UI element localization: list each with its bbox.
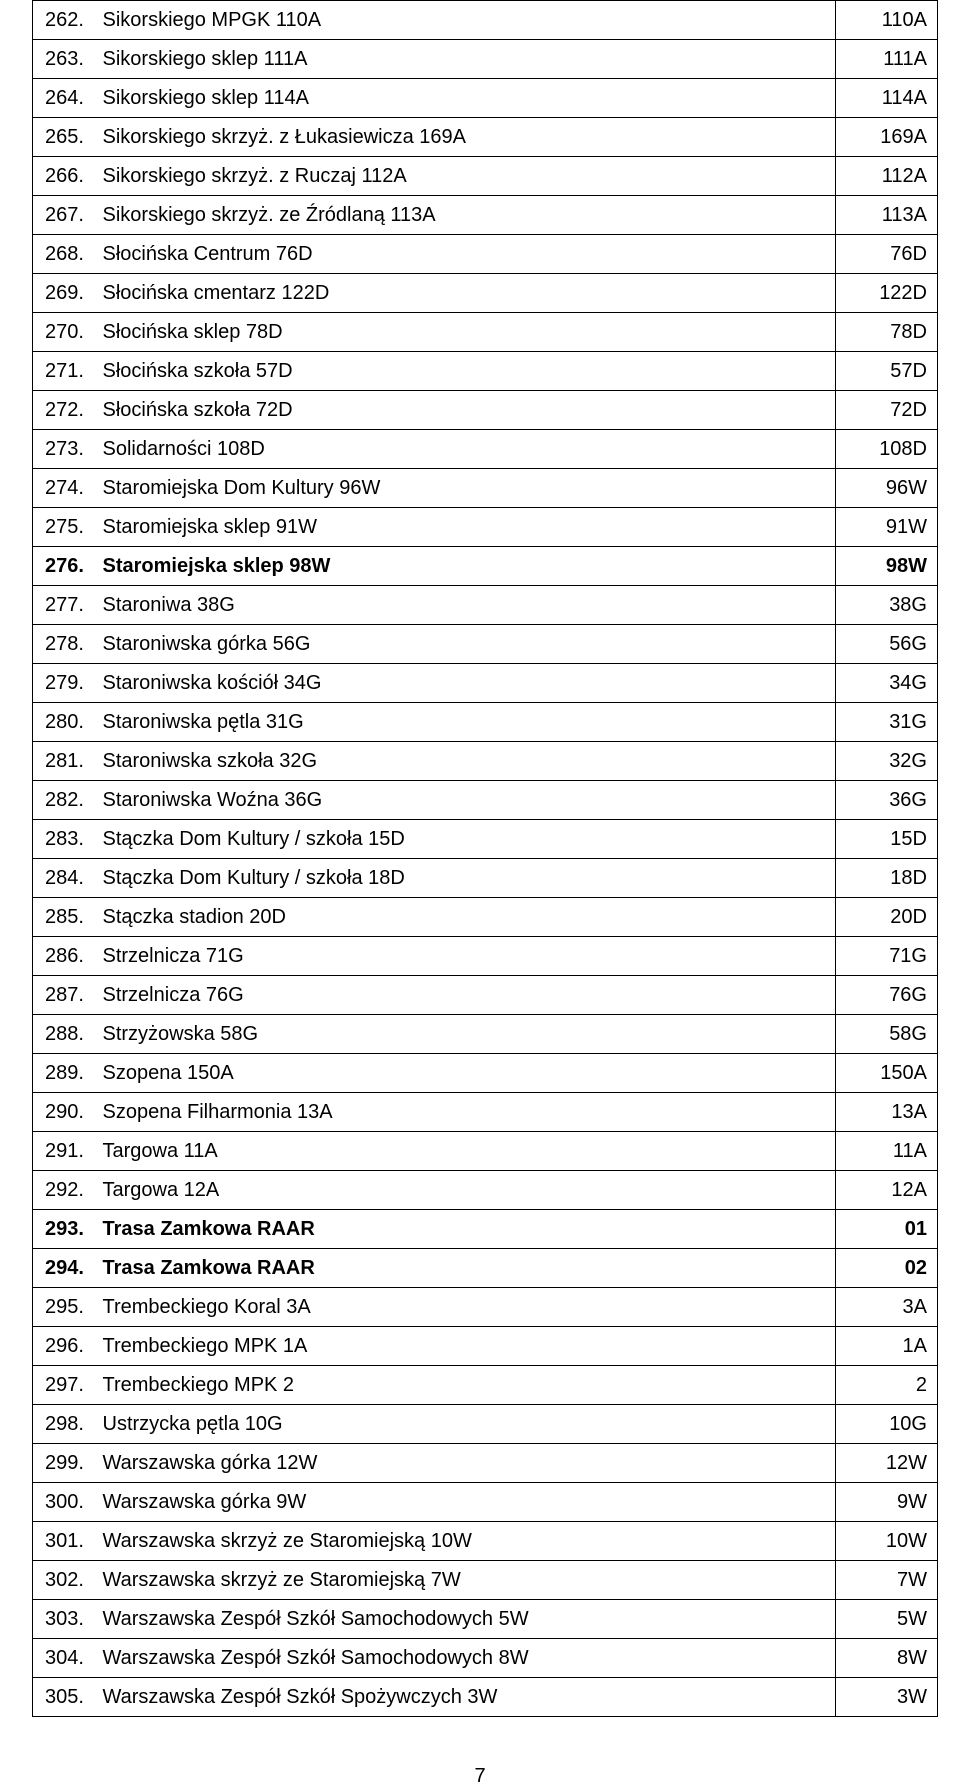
- table-row: [33, 742, 938, 781]
- row-number: 291.: [33, 1132, 99, 1171]
- row-number: 281.: [33, 742, 99, 781]
- stop-code: 31G: [836, 703, 938, 742]
- stop-name: Słocińska cmentarz 122D: [99, 274, 836, 313]
- stop-code: 56G: [836, 625, 938, 664]
- stop-name: Trasa Zamkowa RAAR: [99, 1210, 836, 1249]
- row-number: 273.: [33, 430, 99, 469]
- stop-code: 3W: [836, 1678, 938, 1717]
- table-row: [33, 1327, 938, 1366]
- row-number: 294.: [33, 1249, 99, 1288]
- stop-name: Staromiejska sklep 98W: [99, 547, 836, 586]
- table-row: [33, 508, 938, 547]
- row-number: 301.: [33, 1522, 99, 1561]
- stop-name: Warszawska Zespół Szkół Spożywczych 3W: [99, 1678, 836, 1717]
- row-number: 293.: [33, 1210, 99, 1249]
- stop-name: Trembeckiego Koral 3A: [99, 1288, 836, 1327]
- stop-name: Warszawska skrzyż ze Staromiejską 10W: [99, 1522, 836, 1561]
- stop-name: Staroniwska Woźna 36G: [99, 781, 836, 820]
- stop-name: Stączka Dom Kultury / szkoła 18D: [99, 859, 836, 898]
- stop-name: Warszawska Zespół Szkół Samochodowych 8W: [99, 1639, 836, 1678]
- stop-code: 13A: [836, 1093, 938, 1132]
- stop-code: 113A: [836, 196, 938, 235]
- stop-name: Staroniwska pętla 31G: [99, 703, 836, 742]
- row-number: 289.: [33, 1054, 99, 1093]
- stop-name: Staromiejska sklep 91W: [99, 508, 836, 547]
- row-number: 292.: [33, 1171, 99, 1210]
- table-row: [33, 1249, 938, 1288]
- stop-code: 114A: [836, 79, 938, 118]
- row-number: 271.: [33, 352, 99, 391]
- stop-name: Staroniwska szkoła 32G: [99, 742, 836, 781]
- stop-code: 71G: [836, 937, 938, 976]
- row-number: 305.: [33, 1678, 99, 1717]
- stop-name: Sikorskiego skrzyż. z Ruczaj 112A: [99, 157, 836, 196]
- stop-name: Słocińska szkoła 57D: [99, 352, 836, 391]
- table-row: [33, 1171, 938, 1210]
- table-row: [33, 1678, 938, 1717]
- row-number: 302.: [33, 1561, 99, 1600]
- row-number: 278.: [33, 625, 99, 664]
- stop-code: 12A: [836, 1171, 938, 1210]
- stop-code: 8W: [836, 1639, 938, 1678]
- stop-code: 96W: [836, 469, 938, 508]
- stop-name: Solidarności 108D: [99, 430, 836, 469]
- stop-name: Sikorskiego MPGK 110A: [99, 1, 836, 40]
- table-row: [33, 1, 938, 40]
- row-number: 303.: [33, 1600, 99, 1639]
- row-number: 264.: [33, 79, 99, 118]
- stop-code: 72D: [836, 391, 938, 430]
- stop-name: Trembeckiego MPK 2: [99, 1366, 836, 1405]
- table-row: [33, 859, 938, 898]
- stop-code: 18D: [836, 859, 938, 898]
- stop-name: Sikorskiego sklep 111A: [99, 40, 836, 79]
- table-row: [33, 469, 938, 508]
- stop-code: 5W: [836, 1600, 938, 1639]
- table-row: [33, 1561, 938, 1600]
- stop-code: 11A: [836, 1132, 938, 1171]
- row-number: 296.: [33, 1327, 99, 1366]
- stop-name: Stączka stadion 20D: [99, 898, 836, 937]
- table-row: [33, 976, 938, 1015]
- stop-name: Szopena Filharmonia 13A: [99, 1093, 836, 1132]
- row-number: 266.: [33, 157, 99, 196]
- table-row: [33, 1405, 938, 1444]
- stop-name: Słocińska szkoła 72D: [99, 391, 836, 430]
- stop-code: 108D: [836, 430, 938, 469]
- stop-code: 32G: [836, 742, 938, 781]
- table-row: [33, 1093, 938, 1132]
- row-number: 270.: [33, 313, 99, 352]
- table-row: [33, 1210, 938, 1249]
- stop-name: Warszawska górka 9W: [99, 1483, 836, 1522]
- table-row: [33, 1132, 938, 1171]
- row-number: 277.: [33, 586, 99, 625]
- stop-name: Strzelnicza 76G: [99, 976, 836, 1015]
- row-number: 290.: [33, 1093, 99, 1132]
- stop-code: 111A: [836, 40, 938, 79]
- row-number: 263.: [33, 40, 99, 79]
- table-row: [33, 547, 938, 586]
- row-number: 268.: [33, 235, 99, 274]
- bus-stop-table: [32, 0, 938, 1717]
- stop-code: 122D: [836, 274, 938, 313]
- stop-name: Sikorskiego skrzyż. ze Źródlaną 113A: [99, 196, 836, 235]
- table-row: [33, 157, 938, 196]
- table-row: [33, 1015, 938, 1054]
- stop-code: 34G: [836, 664, 938, 703]
- stop-name: Staroniwa 38G: [99, 586, 836, 625]
- bus-stop-table-body: [33, 1, 938, 1717]
- row-number: 282.: [33, 781, 99, 820]
- row-number: 267.: [33, 196, 99, 235]
- stop-code: 38G: [836, 586, 938, 625]
- row-number: 295.: [33, 1288, 99, 1327]
- stop-code: 112A: [836, 157, 938, 196]
- table-row: [33, 820, 938, 859]
- stop-code: 2: [836, 1366, 938, 1405]
- stop-code: 58G: [836, 1015, 938, 1054]
- table-row: [33, 1366, 938, 1405]
- table-row: [33, 1600, 938, 1639]
- row-number: 265.: [33, 118, 99, 157]
- row-number: 275.: [33, 508, 99, 547]
- stop-code: 169A: [836, 118, 938, 157]
- table-row: [33, 1444, 938, 1483]
- row-number: 300.: [33, 1483, 99, 1522]
- stop-name: Sikorskiego sklep 114A: [99, 79, 836, 118]
- stop-name: Szopena 150A: [99, 1054, 836, 1093]
- stop-name: Warszawska skrzyż ze Staromiejską 7W: [99, 1561, 836, 1600]
- table-row: [33, 586, 938, 625]
- table-row: [33, 898, 938, 937]
- table-row: [33, 274, 938, 313]
- row-number: 287.: [33, 976, 99, 1015]
- table-row: [33, 430, 938, 469]
- table-row: [33, 1483, 938, 1522]
- table-row: [33, 1054, 938, 1093]
- stop-code: 10G: [836, 1405, 938, 1444]
- row-number: 269.: [33, 274, 99, 313]
- stop-code: 91W: [836, 508, 938, 547]
- stop-code: 20D: [836, 898, 938, 937]
- table-row: [33, 352, 938, 391]
- stop-name: Targowa 11A: [99, 1132, 836, 1171]
- stop-name: Staroniwska górka 56G: [99, 625, 836, 664]
- stop-code: 76D: [836, 235, 938, 274]
- row-number: 274.: [33, 469, 99, 508]
- row-number: 288.: [33, 1015, 99, 1054]
- stop-code: 150A: [836, 1054, 938, 1093]
- stop-name: Stączka Dom Kultury / szkoła 15D: [99, 820, 836, 859]
- table-row: [33, 703, 938, 742]
- stop-name: Trembeckiego MPK 1A: [99, 1327, 836, 1366]
- row-number: 280.: [33, 703, 99, 742]
- stop-code: 110A: [836, 1, 938, 40]
- row-number: 279.: [33, 664, 99, 703]
- stop-code: 1A: [836, 1327, 938, 1366]
- stop-name: Strzelnicza 71G: [99, 937, 836, 976]
- stop-code: 02: [836, 1249, 938, 1288]
- table-row: [33, 40, 938, 79]
- stop-code: 7W: [836, 1561, 938, 1600]
- stop-code: 10W: [836, 1522, 938, 1561]
- stop-name: Targowa 12A: [99, 1171, 836, 1210]
- table-row: [33, 1639, 938, 1678]
- stop-name: Warszawska Zespół Szkół Samochodowych 5W: [99, 1600, 836, 1639]
- stop-name: Słocińska sklep 78D: [99, 313, 836, 352]
- stop-code: 15D: [836, 820, 938, 859]
- table-row: [33, 235, 938, 274]
- stop-code: 78D: [836, 313, 938, 352]
- table-row: [33, 118, 938, 157]
- table-row: [33, 196, 938, 235]
- row-number: 262.: [33, 1, 99, 40]
- stop-name: Warszawska górka 12W: [99, 1444, 836, 1483]
- stop-code: 76G: [836, 976, 938, 1015]
- page-number: 7: [474, 1765, 486, 1787]
- table-row: [33, 625, 938, 664]
- row-number: 298.: [33, 1405, 99, 1444]
- stop-name: Ustrzycka pętla 10G: [99, 1405, 836, 1444]
- stop-code: 01: [836, 1210, 938, 1249]
- table-row: [33, 664, 938, 703]
- table-row: [33, 1522, 938, 1561]
- row-number: 276.: [33, 547, 99, 586]
- row-number: 272.: [33, 391, 99, 430]
- stop-code: 12W: [836, 1444, 938, 1483]
- stop-name: Sikorskiego skrzyż. z Łukasiewicza 169A: [99, 118, 836, 157]
- row-number: 285.: [33, 898, 99, 937]
- stop-code: 3A: [836, 1288, 938, 1327]
- stop-code: 36G: [836, 781, 938, 820]
- row-number: 284.: [33, 859, 99, 898]
- table-row: [33, 1288, 938, 1327]
- row-number: 299.: [33, 1444, 99, 1483]
- row-number: 283.: [33, 820, 99, 859]
- row-number: 297.: [33, 1366, 99, 1405]
- table-row: [33, 937, 938, 976]
- stop-name: Trasa Zamkowa RAAR: [99, 1249, 836, 1288]
- row-number: 304.: [33, 1639, 99, 1678]
- stop-code: 9W: [836, 1483, 938, 1522]
- table-row: [33, 313, 938, 352]
- stop-code: 98W: [836, 547, 938, 586]
- stop-name: Staroniwska kościół 34G: [99, 664, 836, 703]
- table-row: [33, 79, 938, 118]
- table-row: [33, 391, 938, 430]
- table-row: [33, 781, 938, 820]
- stop-name: Staromiejska Dom Kultury 96W: [99, 469, 836, 508]
- stop-name: Strzyżowska 58G: [99, 1015, 836, 1054]
- stop-name: Słocińska Centrum 76D: [99, 235, 836, 274]
- stop-code: 57D: [836, 352, 938, 391]
- row-number: 286.: [33, 937, 99, 976]
